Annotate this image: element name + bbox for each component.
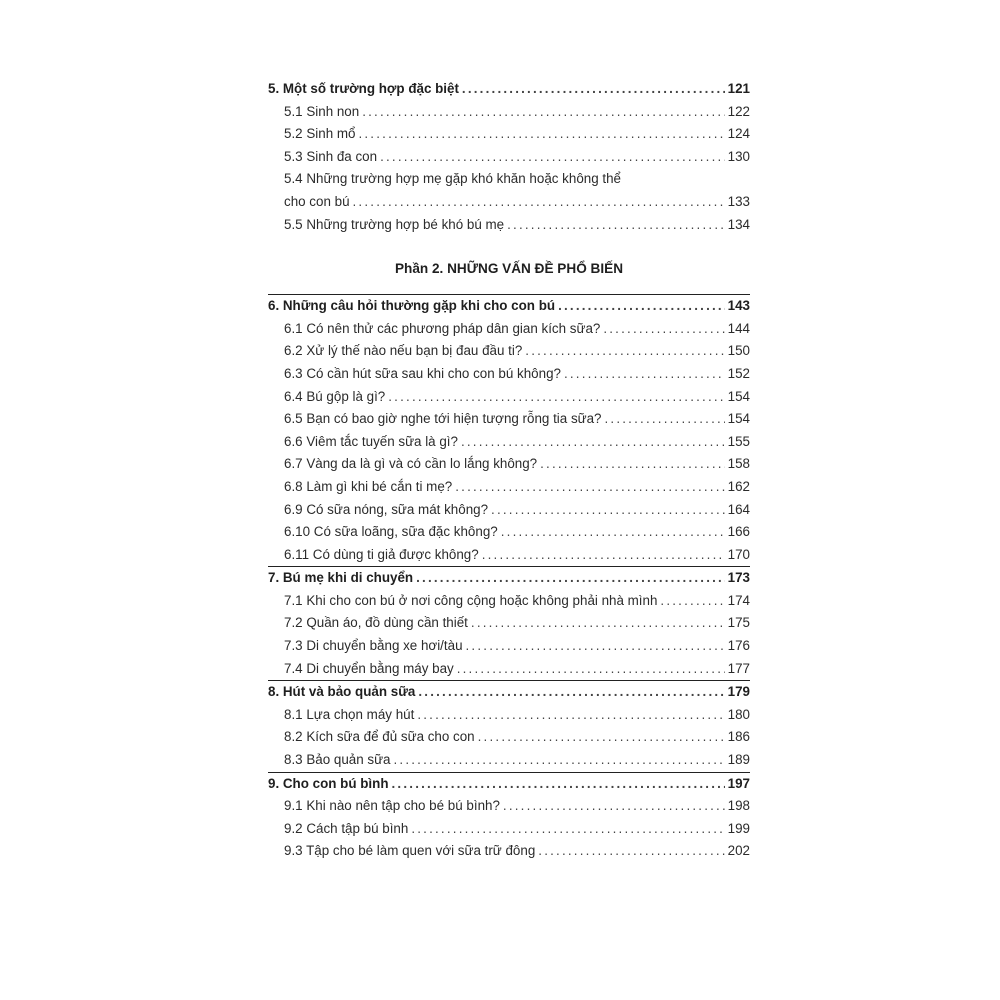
- page-number: 166: [727, 524, 750, 540]
- dot-leader: [471, 612, 725, 635]
- item-title: 6.11 Có dùng ti giả được không?: [284, 546, 479, 562]
- toc-item: [268, 453, 750, 476]
- page-number: 150: [727, 343, 750, 359]
- dot-leader: [416, 567, 725, 590]
- dot-leader: [462, 78, 725, 101]
- page-number: 170: [727, 546, 750, 562]
- chapter-title: 8. Hút và bảo quản sữa: [268, 684, 416, 700]
- item-title: 7.1 Khi cho con bú ở nơi công cộng hoặc không phải nhà mình: [284, 592, 658, 608]
- dot-leader: [418, 681, 724, 704]
- page-number: 158: [727, 456, 750, 472]
- toc-item: [268, 386, 750, 409]
- toc-item: [268, 635, 750, 658]
- dot-leader: [525, 340, 724, 363]
- toc-chapter-7: [268, 566, 750, 590]
- toc-item: [268, 318, 750, 341]
- page-number: 134: [727, 216, 750, 232]
- dot-leader: [392, 773, 725, 796]
- item-title: 6.2 Xử lý thế nào nếu bạn bị đau đầu ti?: [284, 343, 523, 359]
- toc-item: [268, 726, 750, 749]
- item-title: 7.4 Di chuyển bằng máy bay: [284, 660, 454, 676]
- dot-leader: [501, 521, 725, 544]
- toc-item: [268, 363, 750, 386]
- toc-item: [268, 191, 750, 214]
- toc-item: [268, 658, 750, 681]
- toc-chapter-8: [268, 680, 750, 704]
- page-number: 173: [727, 570, 750, 586]
- dot-leader: [411, 818, 724, 841]
- item-title: 8.3 Bảo quản sữa: [284, 752, 391, 768]
- item-title: 6.3 Có cần hút sữa sau khi cho con bú không?: [284, 365, 561, 381]
- toc-item: [268, 101, 750, 124]
- page-number: 179: [727, 684, 750, 700]
- page-number: 154: [727, 388, 750, 404]
- page-number: 202: [727, 843, 750, 859]
- page-number: 197: [727, 775, 750, 791]
- item-title: 9.1 Khi nào nên tập cho bé bú bình?: [284, 798, 500, 814]
- page-number: 121: [727, 81, 750, 96]
- dot-leader: [540, 453, 725, 476]
- page-number: 189: [727, 752, 750, 768]
- item-title-line1: 5.4 Những trường hợp mẹ gặp khó khăn hoặc không thể: [284, 171, 621, 187]
- toc-item: [268, 590, 750, 613]
- dot-leader: [457, 658, 725, 681]
- toc-item: [268, 340, 750, 363]
- toc-chapter-6: [268, 294, 750, 318]
- dot-leader: [660, 590, 724, 613]
- toc-item: [268, 521, 750, 544]
- toc-item-line1: [268, 168, 750, 191]
- item-title: 6.1 Có nên thử các phương pháp dân gian kích sữa?: [284, 320, 601, 336]
- toc-item: [268, 612, 750, 635]
- item-title: 6.8 Làm gì khi bé cắn ti mẹ?: [284, 478, 453, 494]
- page-number: 198: [727, 798, 750, 814]
- dot-leader: [394, 749, 725, 772]
- page-number: 199: [727, 820, 750, 836]
- dot-leader: [388, 386, 724, 409]
- item-title: 6.9 Có sữa nóng, sữa mát không?: [284, 501, 489, 517]
- dot-leader: [478, 726, 725, 749]
- dot-leader: [466, 635, 725, 658]
- toc-item: [268, 123, 750, 146]
- chapter-title: 7. Bú mẹ khi di chuyển: [268, 570, 414, 586]
- dot-leader: [417, 704, 724, 727]
- toc-item: [268, 544, 750, 567]
- dot-leader: [603, 318, 724, 341]
- toc-item: [268, 476, 750, 499]
- toc-item: [268, 749, 750, 772]
- page-number: 180: [727, 706, 750, 722]
- item-title: 5.1 Sinh non: [284, 103, 360, 119]
- toc-item: [268, 431, 750, 454]
- part-heading: Phần 2. NHỮNG VẤN ĐỀ PHỔ BIẾN: [394, 261, 624, 277]
- page-number: 133: [727, 193, 750, 209]
- chapter-title: 9. Cho con bú bình: [268, 775, 389, 791]
- chapter-title: 5. Một số trường hợp đặc biệt: [268, 81, 459, 96]
- dot-leader: [507, 214, 725, 237]
- toc-chapter-5: [268, 78, 750, 101]
- item-title: 5.2 Sinh mổ: [284, 126, 356, 142]
- page-number: 175: [727, 615, 750, 631]
- item-title: 6.6 Viêm tắc tuyến sữa là gì?: [284, 433, 458, 449]
- item-title: 9.2 Cách tập bú bình: [284, 820, 409, 836]
- dot-leader: [358, 123, 724, 146]
- page-number: 174: [727, 592, 750, 608]
- page-number: 154: [727, 411, 750, 427]
- dot-leader: [503, 795, 725, 818]
- item-title: 8.1 Lựa chọn máy hút: [284, 706, 415, 722]
- page-number: 177: [727, 660, 750, 676]
- dot-leader: [564, 363, 725, 386]
- item-title: cho con bú: [284, 193, 350, 209]
- dot-leader: [461, 431, 725, 454]
- item-title: 6.4 Bú gộp là gì?: [284, 388, 386, 404]
- item-title: 7.3 Di chuyển bằng xe hơi/tàu: [284, 638, 463, 654]
- dot-leader: [605, 408, 725, 431]
- item-title: 6.10 Có sữa loãng, sữa đặc không?: [284, 524, 498, 540]
- toc-item: [268, 408, 750, 431]
- page-number: 152: [727, 365, 750, 381]
- toc-item: [268, 840, 750, 863]
- toc-chapter-9: [268, 772, 750, 796]
- item-title: 9.3 Tập cho bé làm quen với sữa trữ đông: [284, 843, 536, 859]
- page-number: 130: [727, 148, 750, 164]
- toc-item: [268, 499, 750, 522]
- table-of-contents: [268, 78, 750, 863]
- dot-leader: [380, 146, 725, 169]
- page-number: 186: [727, 729, 750, 745]
- item-title: 5.5 Những trường hợp bé khó bú mẹ: [284, 216, 505, 232]
- item-title: 6.7 Vàng da là gì và có cần lo lắng không?: [284, 456, 538, 472]
- toc-item: [268, 214, 750, 237]
- page-number: 124: [727, 126, 750, 142]
- dot-leader: [362, 101, 724, 124]
- toc-item: [268, 818, 750, 841]
- item-title: 5.3 Sinh đa con: [284, 148, 378, 164]
- dot-leader: [491, 499, 725, 522]
- dot-leader: [455, 476, 724, 499]
- page-number: 143: [727, 298, 750, 314]
- page-number: 164: [727, 501, 750, 517]
- toc-item: [268, 146, 750, 169]
- page-number: 162: [727, 478, 750, 494]
- dot-leader: [558, 295, 725, 318]
- page-number: 144: [727, 320, 750, 336]
- dot-leader: [538, 840, 724, 863]
- dot-leader: [482, 544, 725, 567]
- page-number: 176: [727, 638, 750, 654]
- item-title: 6.5 Bạn có bao giờ nghe tới hiện tượng rỗng tia sữa?: [284, 411, 602, 427]
- page-number: 122: [727, 103, 750, 119]
- item-title: 8.2 Kích sữa để đủ sữa cho con: [284, 729, 475, 745]
- toc-item: [268, 704, 750, 727]
- item-title: 7.2 Quần áo, đồ dùng cần thiết: [284, 615, 468, 631]
- page-number: 155: [727, 433, 750, 449]
- chapter-title: 6. Những câu hỏi thường gặp khi cho con bú: [268, 298, 556, 314]
- dot-leader: [353, 191, 725, 214]
- toc-item: [268, 795, 750, 818]
